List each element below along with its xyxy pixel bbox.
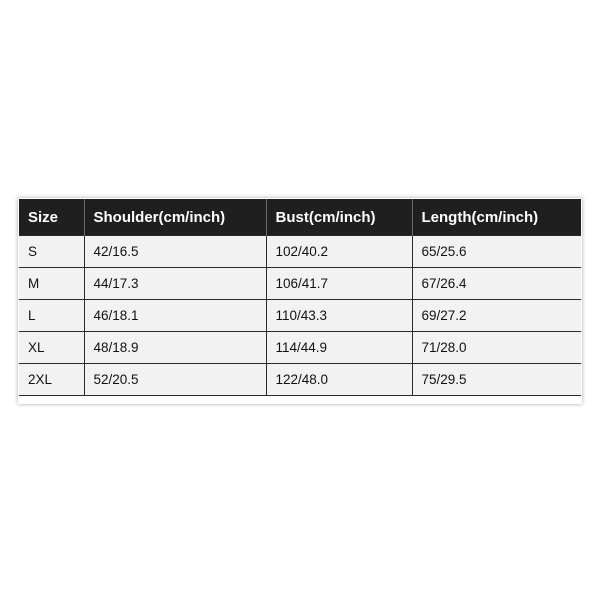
header-row <box>19 199 581 236</box>
length-cell: 69/27.2 <box>412 300 581 332</box>
bust-cell: 102/40.2 <box>266 236 412 268</box>
size-cell: L <box>19 300 84 332</box>
length-cell: 71/28.0 <box>412 332 581 364</box>
header-size: Size <box>19 199 84 236</box>
size-cell: M <box>19 268 84 300</box>
length-cell: 67/26.4 <box>412 268 581 300</box>
length-cell: 75/29.5 <box>412 364 581 396</box>
shoulder-cell: 46/18.1 <box>84 300 266 332</box>
shoulder-cell: 48/18.9 <box>84 332 266 364</box>
size-chart-table <box>19 199 581 396</box>
size-chart-container <box>18 198 582 404</box>
length-cell: 65/25.6 <box>412 236 581 268</box>
bust-cell: 122/48.0 <box>266 364 412 396</box>
table-row <box>19 236 581 268</box>
bust-cell: 110/43.3 <box>266 300 412 332</box>
header-length: Length(cm/inch) <box>412 199 581 236</box>
header-bust: Bust(cm/inch) <box>266 199 412 236</box>
table-row <box>19 268 581 300</box>
size-cell: S <box>19 236 84 268</box>
table-row <box>19 332 581 364</box>
bust-cell: 106/41.7 <box>266 268 412 300</box>
table-row <box>19 300 581 332</box>
shoulder-cell: 44/17.3 <box>84 268 266 300</box>
size-cell: XL <box>19 332 84 364</box>
shoulder-cell: 52/20.5 <box>84 364 266 396</box>
header-shoulder: Shoulder(cm/inch) <box>84 199 266 236</box>
size-cell: 2XL <box>19 364 84 396</box>
shoulder-cell: 42/16.5 <box>84 236 266 268</box>
bust-cell: 114/44.9 <box>266 332 412 364</box>
table-row <box>19 364 581 396</box>
